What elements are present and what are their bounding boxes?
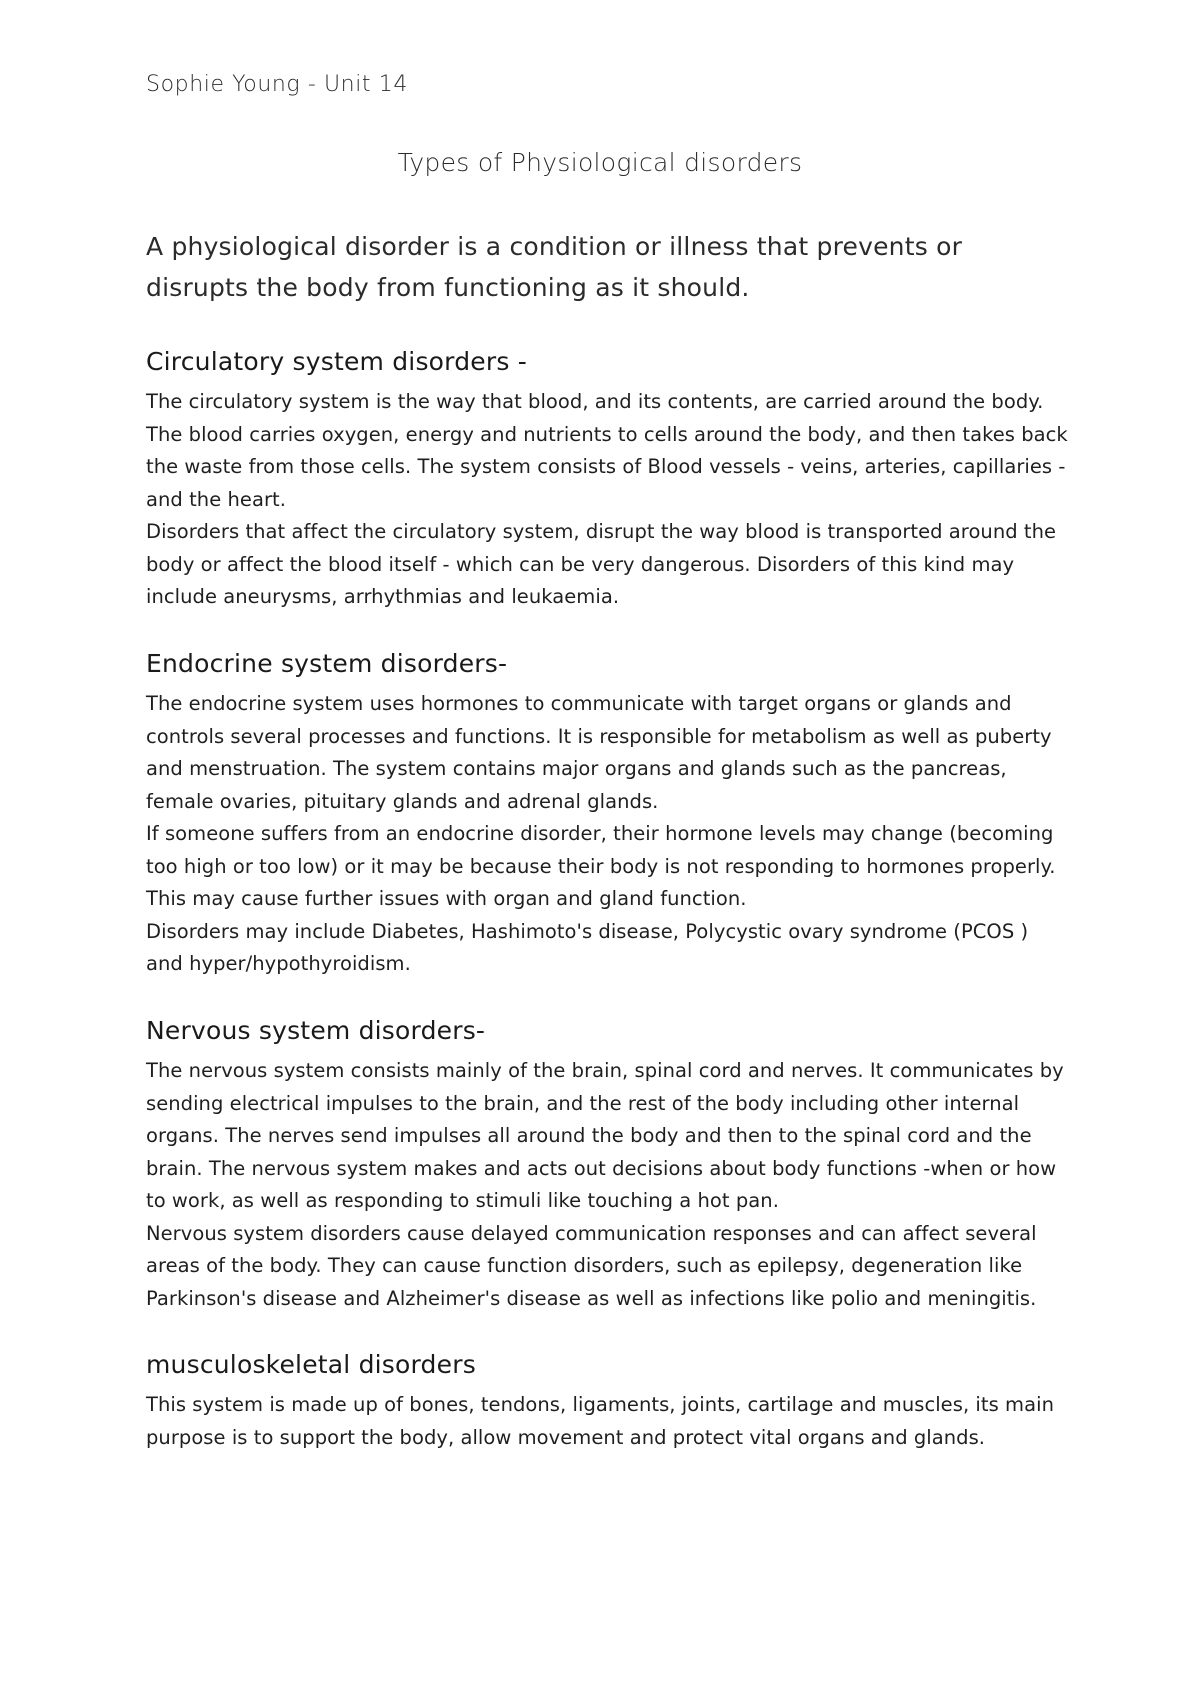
paragraph: Disorders that affect the circulatory system, disrupt the way blood is transported around the body or affect the blood itself - which can be very dangerous. Disorders of this kind may include aneurysms, arrhythmias and leukaemia. bbox=[146, 520, 1057, 608]
section-musculoskeletal bbox=[146, 1349, 1070, 1454]
intro-paragraph: A physiological disorder is a condition or illness that prevents or disrupts the body from functioning as it should. bbox=[146, 232, 963, 302]
section-nervous bbox=[146, 1015, 1070, 1315]
section-heading-musculoskeletal: musculoskeletal disorders bbox=[146, 1350, 476, 1379]
paragraph: The endocrine system uses hormones to communicate with target organs or glands and controls several processes and functions. It is responsible for metabolism as well as puberty and menstruation. The system contains major organs and glands such as the pancreas, female ovaries, pituitary glands and adrenal glands. bbox=[146, 692, 1052, 813]
paragraph: Nervous system disorders cause delayed communication responses and can affect several areas of the body. They can cause function disorders, such as epilepsy, degeneration like Parkinson's disease and Alzheimer's disease as well as infections like polio and meningitis. bbox=[146, 1221, 1037, 1310]
paragraph: Disorders may include Diabetes, Hashimoto's disease, Polycystic ovary syndrome (PCOS ) and hyper/hypothyroidism. bbox=[146, 919, 1029, 975]
section-heading-endocrine: Endocrine system disorders- bbox=[146, 649, 508, 678]
section-endocrine bbox=[146, 648, 1070, 981]
paragraph: This system is made up of bones, tendons, ligaments, joints, cartilage and muscles, its main purpose is to support the body, allow movement and protect vital organs and glands. bbox=[146, 1393, 1054, 1449]
author-unit-line: Sophie Young - Unit 14 bbox=[146, 72, 408, 97]
section-circulatory bbox=[146, 346, 1070, 614]
paragraph: The circulatory system is the way that blood, and its contents, are carried around the body. The blood carries oxygen, energy and nutrients to cells around the body, and then takes back the waste from those cells. The system consists of Blood vessels - veins, arteries, capillaries - and the heart. bbox=[146, 390, 1068, 511]
document-title: Types of Physiological disorders bbox=[397, 148, 803, 177]
section-heading-circulatory: Circulatory system disorders - bbox=[146, 347, 527, 376]
paragraph: The nervous system consists mainly of the brain, spinal cord and nerves. It communicates by sending electrical impulses to the brain, and the rest of the body including other internal organs. The nerves send impulses all around the body and then to the spinal cord and the brain. The nervous system makes and acts out decisions about body functions -when or how to work, as well as responding to stimuli like touching a hot pan. bbox=[146, 1059, 1064, 1212]
paragraph: If someone suffers from an endocrine disorder, their hormone levels may change (becoming too high or too low) or it may be because their body is not responding to hormones properly. This may cause further issues with organ and gland function. bbox=[146, 822, 1056, 910]
section-heading-nervous: Nervous system disorders- bbox=[146, 1016, 486, 1045]
